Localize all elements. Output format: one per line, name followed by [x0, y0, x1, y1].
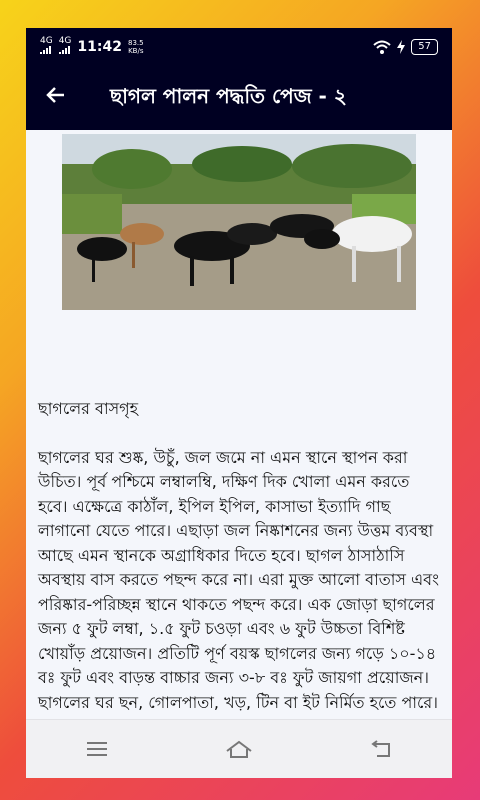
article-text: [38, 372, 442, 720]
page-title: ছাগল পালন পদ্ধতি পেজ - ২: [110, 83, 347, 108]
battery-icon: 57: [411, 39, 438, 55]
back-icon[interactable]: [356, 734, 406, 764]
speed-unit: KB/s: [128, 47, 144, 55]
article-heading: ছাগলের বাসগৃহ: [38, 398, 139, 418]
phone-screen: [26, 28, 452, 778]
speed-value: 83.5: [127, 39, 144, 47]
home-icon[interactable]: [214, 734, 264, 764]
signal-label-1: 4G: [40, 36, 53, 46]
arrow-left-icon[interactable]: [44, 83, 84, 114]
menu-icon[interactable]: [72, 734, 122, 764]
signal-icon-2: [59, 37, 72, 57]
signal-label-2: 4G: [58, 36, 72, 46]
article-scroll[interactable]: [26, 130, 452, 720]
goats-herd-photo: [62, 134, 416, 310]
navigation-bar: [26, 719, 452, 778]
wifi-icon: [373, 40, 391, 54]
article-body: ছাগলের ঘর শুষ্ক, উচুঁ, জল জমে না এমন স্থানে স্থাপন করা উচিত। পূর্ব পশ্চিমে লম্বালম্বি, দক্ষিণ দিক খোলা এমন করতে হবে। এক্ষেত্রে কাঠাঁল, ইপিল ইপিল, কাসাভা ইত্যাদি গাছ লাগানো যেতে পারে। এছাড়া জল নিষ্কাশনের জন্য উত্তম ব্যবস্থা আছে এমন স্থানকে অগ্রাধিকার দিতে হবে। ছাগল ঠাসাঠাসি অবস্থায় বাস করতে পছন্দ করে না। এরা মুক্ত আলো বাতাস এবং পরিষ্কার-পরিচ্ছন্ন স্থানে থাকতে পছন্দ করে। এক জোড়া ছাগলের জন্য ৫ ফুট লম্বা, ১.৫ ফুট চওড়া এবং ৬ ফুট উচ্চতা বিশিষ্ট খোয়াঁড় প্রয়োজন। প্রতিটি পূর্ণ বয়স্ক ছাগলের জন্য গড়ে ১০-১৪ বঃ ফুট এবং বাড়ন্ত বাচ্চার জন্য ৩-৮ বঃ ফুট জায়গা প্রয়োজন। ছাগলের ঘর ছন, গোলপাতা, খড়, টিন বা ইট নির্মিত হতে পারে।: [38, 447, 439, 712]
charging-icon: [397, 40, 405, 54]
clock: 11:42: [77, 39, 122, 55]
signal-icon: [40, 37, 53, 57]
status-bar: [26, 28, 452, 66]
network-speed: [128, 39, 144, 55]
app-bar: [26, 66, 452, 130]
